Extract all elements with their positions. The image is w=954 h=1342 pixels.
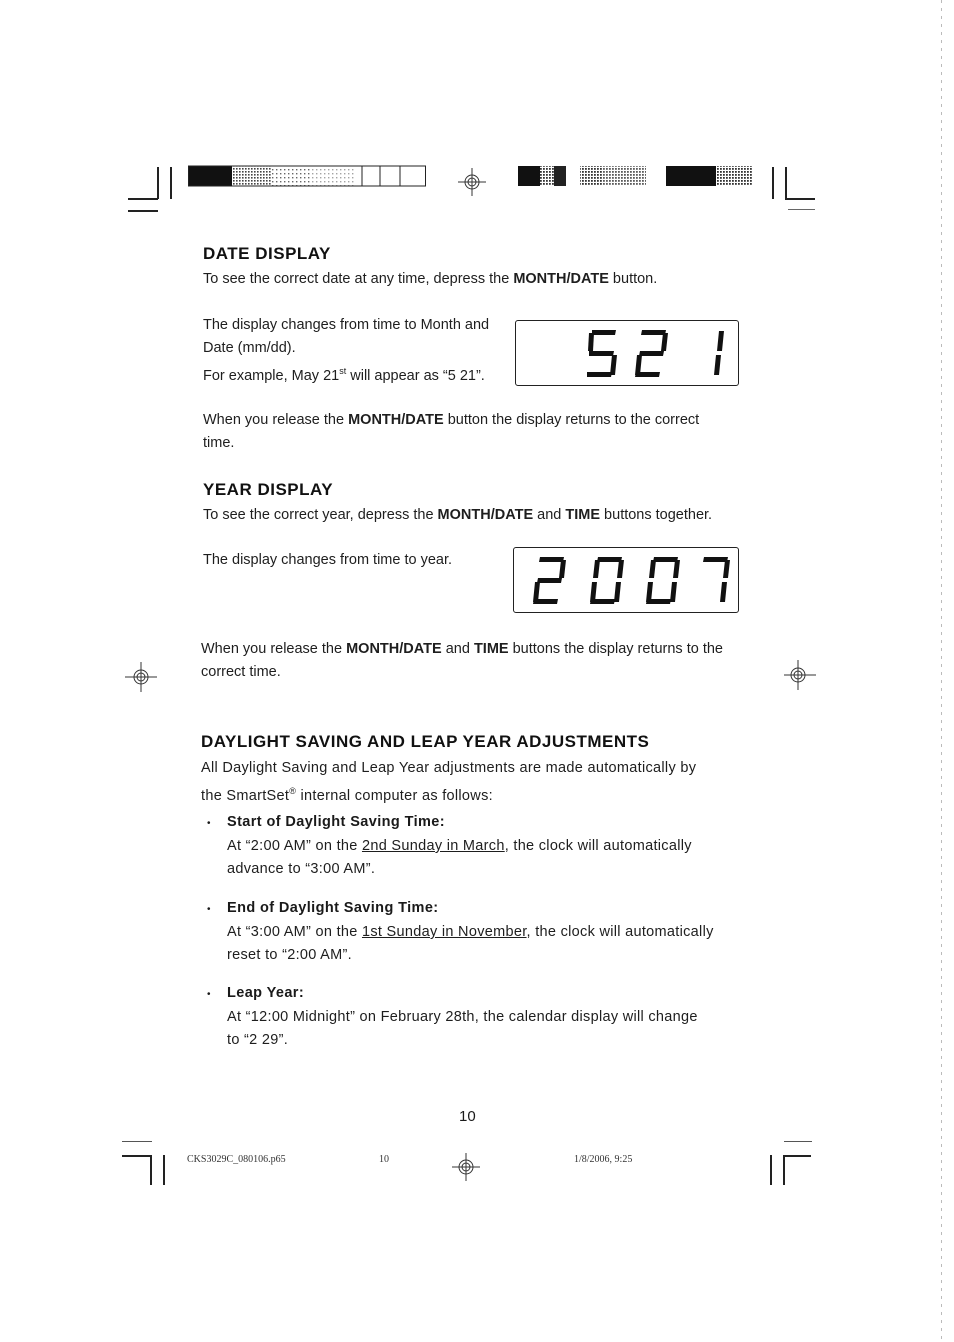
date-display-intro: To see the correct date at any time, depress the MONTH/DATE button. [203,271,658,287]
year-display-heading: YEAR DISPLAY [203,480,334,499]
lcd-digits-date [516,321,738,385]
footer-date: 1/8/2006, 9:25 [574,1154,633,1165]
list-item [207,985,767,1070]
dst-intro: All Daylight Saving and Leap Year adjustments are made automatically by the SmartSet® internal computer as follows: [201,760,697,804]
year-display-description: The display changes from time to year. [203,552,453,568]
list-item-body: At “3:00 AM” on the 1st Sunday in November, the clock will automatically reset to “2:00 AM”. [227,924,714,963]
lcd-digits-year [514,548,738,612]
list-item-title: Start of Daylight Saving Time: [227,814,445,830]
list-item-title: Leap Year: [227,985,305,1001]
footer-page: 10 [379,1154,389,1165]
date-display-heading: DATE DISPLAY [203,244,331,263]
list-item [207,814,767,900]
registration-mark-top [458,168,486,196]
year-display-intro: To see the correct year, depress the MONTH/DATE and TIME buttons together. [203,507,713,523]
list-item-body: At “2:00 AM” on the 2nd Sunday in March, the clock will automatically advance to “3:00 AM”. [227,838,692,877]
list-item-title: End of Daylight Saving Time: [227,900,439,916]
lcd-year-display [513,547,739,613]
date-release-text: When you release the MONTH/DATE button the display returns to the correct time. [203,412,700,451]
scan-edge-line [941,0,942,1342]
color-bar-left [188,165,428,187]
color-bar-right [516,165,756,187]
bullet-icon: • [207,904,211,915]
bullet-icon: • [207,989,211,1000]
lcd-date-display [515,320,739,386]
registration-mark-left [125,662,157,692]
list-item [207,900,767,985]
registration-mark-right [784,660,816,690]
footer-filename: CKS3029C_080106.p65 [187,1154,286,1165]
page-number: 10 [459,1108,476,1125]
registration-mark-bottom [452,1153,480,1181]
year-release-text: When you release the MONTH/DATE and TIME buttons the display returns to the correct time. [201,641,723,680]
dst-heading: DAYLIGHT SAVING AND LEAP YEAR ADJUSTMENTS [201,732,650,751]
dst-list [207,814,767,1070]
date-display-description: The display changes from time to Month and Date (mm/dd). For example, May 21st will appear as “5 21”. [203,317,490,384]
list-item-body: At “12:00 Midnight” on February 28th, the calendar display will change to “2 29”. [227,1009,698,1048]
bullet-icon: • [207,818,211,829]
